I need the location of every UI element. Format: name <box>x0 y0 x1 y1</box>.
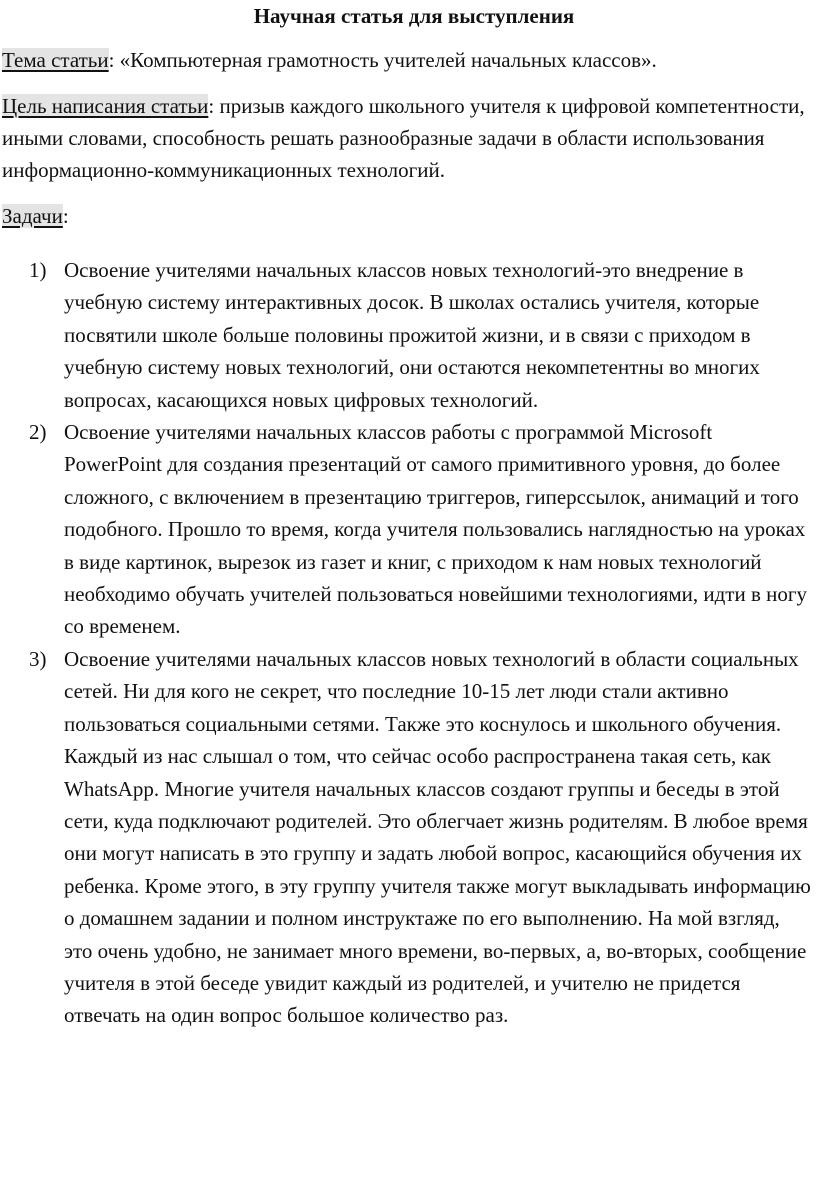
list-item-text: Освоение учителями начальных классов новых технологий-это внедрение в учебную систему интерактивных досок. В школах остались учителя, которые посвятили школе больше половины прожитой жизни, и в связи с приходом в учебную систему новых технологий, они остаются некомпетентны во многих вопросах, касающихся новых цифровых технологий. <box>64 258 760 412</box>
goal-text: : призыв каждого школьного учителя к цифровой компетентности, иными словами, способность решать разнообразные задачи в области использования информационно-коммуникационных технологий. <box>2 94 805 182</box>
list-item-number: 3) <box>29 646 47 671</box>
list-item <box>0 643 816 1032</box>
tasks-label-suffix: : <box>62 204 69 228</box>
list-item-number: 1) <box>29 258 47 282</box>
topic-paragraph <box>0 44 816 76</box>
document-title: Научная статья для выступления <box>253 4 575 28</box>
list-item-number: 2) <box>29 420 47 445</box>
tasks-label: Задачи <box>2 204 63 228</box>
tasks-list <box>0 254 816 1032</box>
list-item-text: Освоение учителями начальных классов работы с программой Microsoft PowerPoint для создания презентаций от самого примитивного уровня, до более сложного, с включением в презентацию триггеров, гиперссылок, анимаций и того подобного. Прошло то время, когда учителя пользовались наглядностью на уроках в виде картинок, вырезок из газет и книг, с приходом к нам новых технологий необходимо обучать учителей пользоваться новейшими технологиями, идти в ногу со временем. <box>64 420 807 639</box>
tasks-heading <box>0 200 816 232</box>
topic-label: Тема статьи <box>2 48 109 72</box>
list-item <box>0 254 816 416</box>
goal-paragraph <box>0 90 816 186</box>
goal-label: Цель написания статьи <box>2 94 209 118</box>
topic-text: : «Компьютерная грамотность учителей начальных классов». <box>108 48 657 72</box>
list-item-text: Освоение учителями начальных классов новых технологий в области социальных сетей. Ни для кого не секрет, что последние 10-15 лет люди стали активно пользоваться социальными сетями. Также это коснулось и школьного обучения. Каждый из нас слышал о том, что сейчас особо распространена такая сеть, как WhatsApp. Многие учителя начальных классов создают группы и беседы в этой сети, куда подключают родителей. Это облегчает жизнь родителям. В любое время они могут написать в это группу и задать любой вопрос, касающийся обучения их ребенка. Кроме этого, в эту группу учителя также могут выкладывать информацию о домашнем задании и полном инструктаже по его выполнению. На мой взгляд, это очень удобно, не занимает много времени, во-первых, а, во-вторых, сообщение учителя в этой беседе увидит каждый из родителей, и учителю не придется отвечать на один вопрос большое количество раз. <box>64 646 811 1028</box>
list-item <box>0 416 816 643</box>
